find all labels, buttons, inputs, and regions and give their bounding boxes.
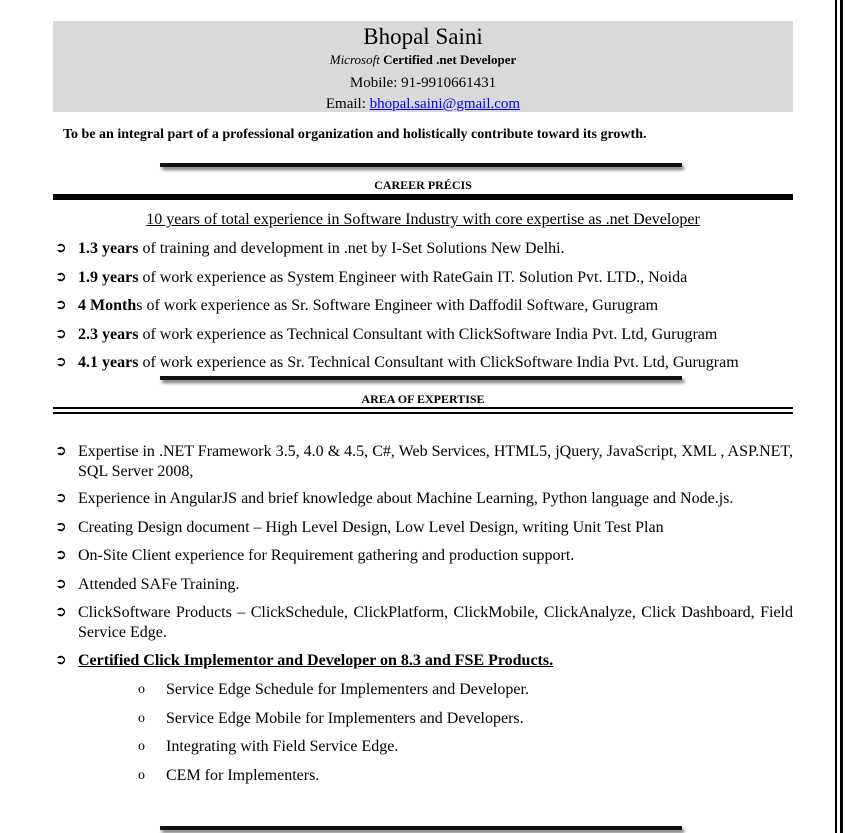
certification-sublist <box>138 680 529 794</box>
experience-text: of work experience as Technical Consultant with ClickSoftware India Pvt. Ltd, Gurugram <box>138 325 718 343</box>
list-item <box>53 651 793 680</box>
duration: 4 Month <box>78 297 137 314</box>
duration: 2.3 years <box>78 325 139 343</box>
email-label: Email: <box>325 96 370 112</box>
duration: 1.9 years <box>78 268 139 286</box>
expertise-text: On-Site Client experience for Requirement gathering and production support. <box>78 547 575 564</box>
arrow-bullet-icon: ➲ <box>55 491 67 506</box>
arrow-bullet-icon: ➲ <box>55 605 67 620</box>
circle-bullet-icon: o <box>138 682 145 697</box>
experience-text: s of work experience as Sr. Software Engineer with Daffodil Software, Gurugram <box>136 297 659 314</box>
career-precis-title: CAREER PRÉCIS <box>374 178 472 192</box>
arrow-bullet-icon: ➲ <box>55 355 67 370</box>
page-border-line <box>840 0 843 833</box>
list-item <box>138 766 529 795</box>
arrow-bullet-icon: ➲ <box>55 326 67 342</box>
list-item <box>53 603 793 651</box>
arrow-bullet-icon: ➲ <box>55 519 67 535</box>
duration: 1.3 years <box>78 240 139 257</box>
section-divider <box>160 163 682 167</box>
certification-text: Service Edge Mobile for Implementers and Developers. <box>166 709 524 727</box>
arrow-bullet-icon: ➲ <box>55 269 67 285</box>
email-line <box>53 94 793 114</box>
experience-text: of work experience as Sr. Technical Consultant with ClickSoftware India Pvt. Ltd, Gurugram <box>138 354 739 371</box>
experience-text: of training and development in .net by I-Set Solutions New Delhi. <box>138 240 565 257</box>
certification-text: CEM for Implementers. <box>166 766 320 784</box>
expertise-text: Attended SAFe Training. <box>78 575 240 593</box>
career-summary: 10 years of total experience in Software Industry with core expertise as .net Developer <box>146 211 700 228</box>
list-item <box>53 240 793 269</box>
section-rule <box>53 412 793 414</box>
expertise-text: Expertise in .NET Framework 3.5, 4.0 & 4.5, C#, Web Services, HTML5, jQuery, JavaScript, XML , ASP.NET, SQL Server 2008, <box>78 443 793 480</box>
arrow-bullet-icon: ➲ <box>55 298 67 313</box>
list-item <box>53 575 793 604</box>
arrow-bullet-icon: ➲ <box>55 241 67 256</box>
list-item <box>53 489 793 518</box>
section-divider <box>160 826 682 830</box>
section-rule <box>53 194 793 200</box>
experience-text: of work experience as System Engineer with RateGain IT. Solution Pvt. LTD., Noida <box>138 268 688 286</box>
certification-line <box>53 52 793 68</box>
duration: 4.1 years <box>78 354 139 371</box>
arrow-bullet-icon: ➲ <box>55 576 67 592</box>
expertise-text: Experience in AngularJS and brief knowledge about Machine Learning, Python language and Node.js. <box>78 490 734 507</box>
career-list <box>53 240 793 383</box>
list-item <box>53 546 793 575</box>
circle-bullet-icon: o <box>138 767 145 783</box>
list-item <box>53 326 793 355</box>
cert-rest: Certified .net Developer <box>379 52 517 67</box>
list-item <box>138 680 529 709</box>
resume-header <box>53 21 793 112</box>
circle-bullet-icon: o <box>138 739 145 754</box>
candidate-name: Bhopal Saini <box>363 24 483 49</box>
arrow-bullet-icon: ➲ <box>55 444 67 459</box>
email-link[interactable]: bhopal.saini@gmail.com <box>369 96 521 112</box>
list-item <box>138 737 529 766</box>
section-rule <box>53 407 793 409</box>
expertise-list <box>53 442 793 679</box>
certified-heading: Certified Click Implementor and Developer on 8.3 and FSE Products. <box>78 651 554 669</box>
area-of-expertise-title: AREA OF EXPERTISE <box>361 392 485 406</box>
expertise-text: ClickSoftware Products – ClickSchedule, ClickPlatform, ClickMobile, ClickAnalyze, Click Dashboard, Field Service Edge. <box>78 604 793 641</box>
arrow-bullet-icon: ➲ <box>55 652 67 668</box>
certification-text: Service Edge Schedule for Implementers and Developer. <box>166 681 529 698</box>
mobile-number: Mobile: 91-9910661431 <box>349 75 497 91</box>
section-divider <box>160 376 682 380</box>
list-item <box>138 709 529 738</box>
list-item <box>53 442 793 489</box>
objective-statement: To be an integral part of a professional organization and holistically contribute toward its growth. <box>63 127 647 142</box>
certification-text: Integrating with Field Service Edge. <box>166 738 399 755</box>
circle-bullet-icon: o <box>138 710 145 726</box>
page-border-line <box>835 0 837 833</box>
list-item <box>53 269 793 298</box>
expertise-text: Creating Design document – High Level Design, Low Level Design, writing Unit Test Plan <box>78 518 664 536</box>
arrow-bullet-icon: ➲ <box>55 548 67 563</box>
cert-prefix: Microsoft <box>329 52 380 67</box>
list-item <box>53 297 793 326</box>
list-item <box>53 518 793 547</box>
